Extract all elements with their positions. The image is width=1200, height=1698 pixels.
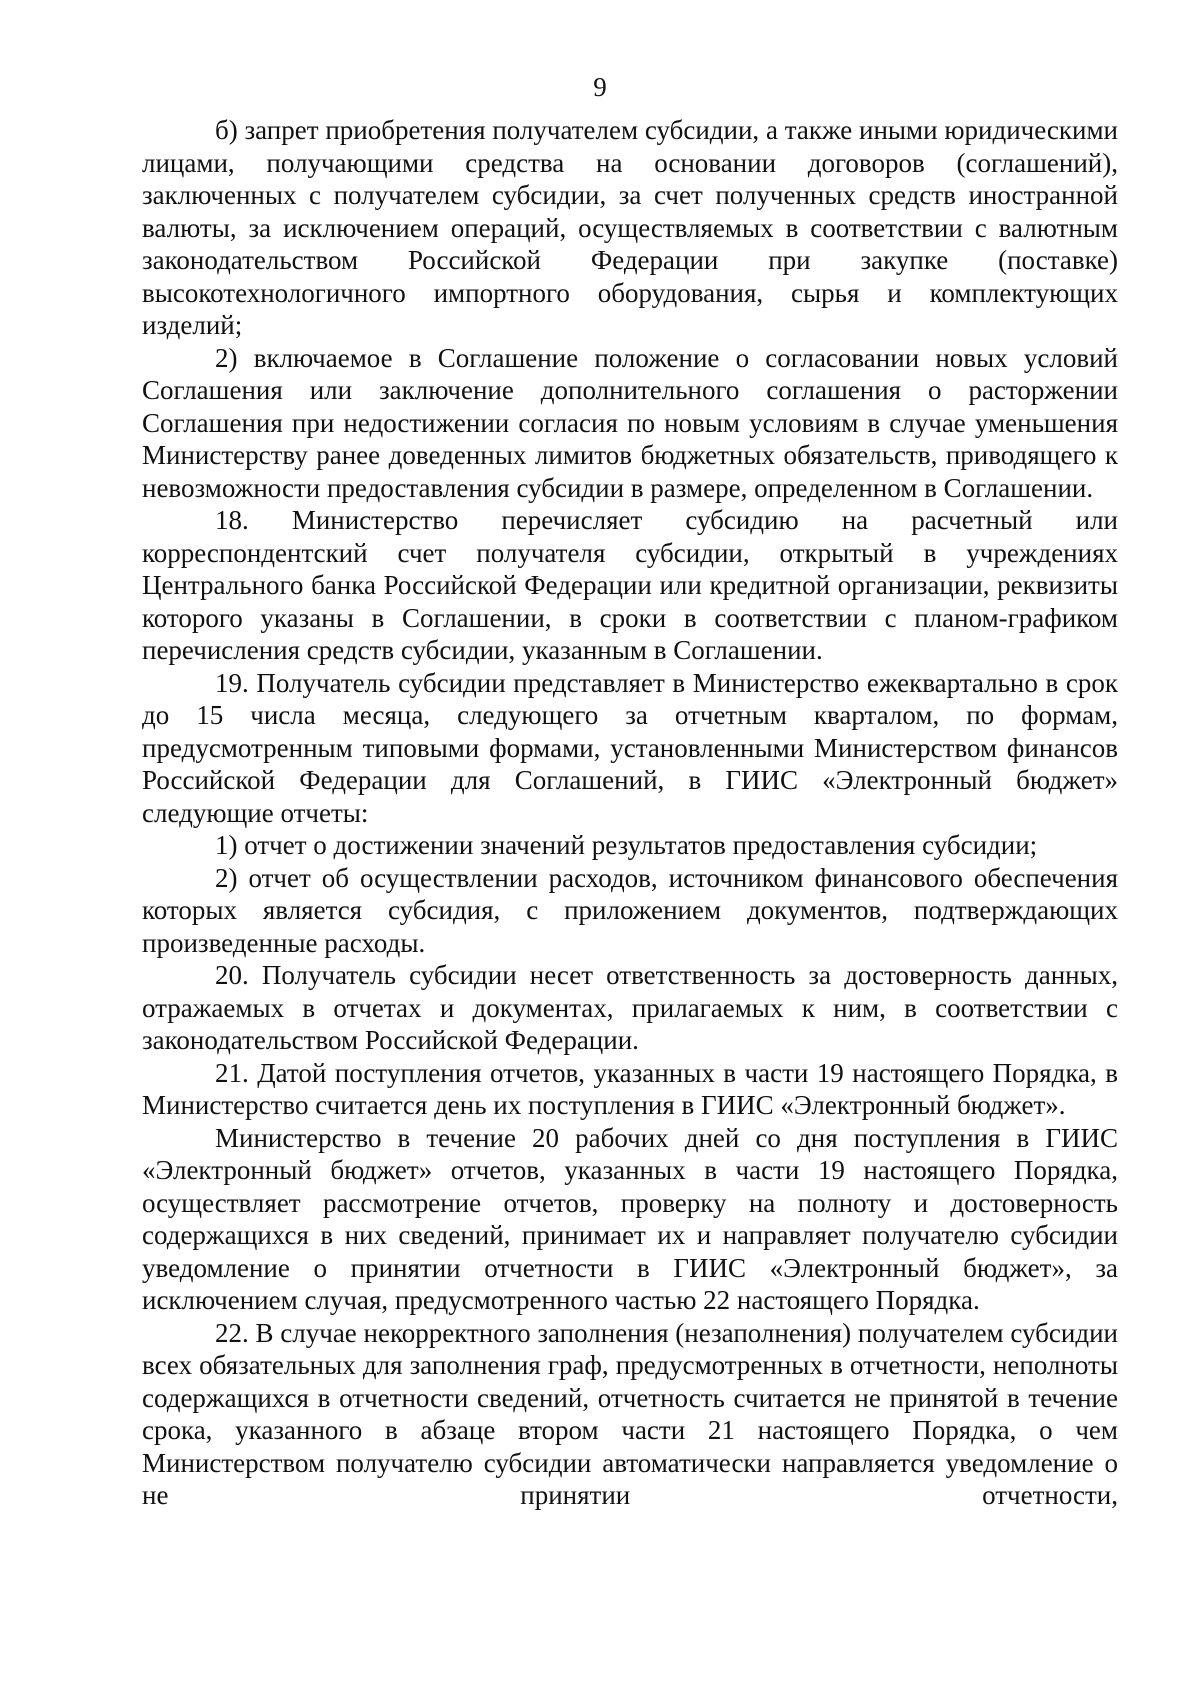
paragraph-19-report-2: 2) отчет об осуществлении расходов, источником финансового обеспечения которых является субсидия, с приложением документов, подтверждающих произведенные расходы. (142, 862, 1118, 958)
page-number: 9 (593, 72, 607, 102)
document-body (142, 114, 1118, 1512)
paragraph-2-agreement-terms: 2) включаемое в Соглашение положение о согласовании новых условий Соглашения или заключение дополнительного соглашения о расторжении Соглашения при недостижении согласия по новым условиям в случае уменьшения Министерству ранее доведенных лимитов бюджетных обязательств, приводящего к невозможности предоставления субсидии в размере, определенном в Соглашении. (142, 342, 1118, 503)
paragraph-b-currency-ban: б) запрет приобретения получателем субсидии, а также иными юридическими лицами, получающими средства на основании договоров (соглашений), заключенных с получателем субсидии, за счет полученных средств иностранной валюты, за исключением операций, осуществляемых в соответствии с валютным законодательством Российской Федерации при закупке (поставке) высокотехнологичного импортного оборудования, сырья и комплектующих изделий; (142, 115, 1118, 340)
paragraph-18-transfer: 18. Министерство перечисляет субсидию на расчетный или корреспондентский счет получателя субсидии, открытый в учреждениях Центрального банка Российской Федерации или кредитной организации, реквизиты которого указаны в Соглашении, в сроки в соответствии с планом-графиком перечисления средств субсидии, указанным в Соглашении. (142, 505, 1118, 665)
paragraph-21-receipt-date: 21. Датой поступления отчетов, указанных в части 19 настоящего Порядка, в Министерство считается день их поступления в ГИИС «Электронный бюджет». (142, 1057, 1118, 1120)
paragraph-20-responsibility: 20. Получатель субсидии несет ответственность за достоверность данных, отражаемых в отчетах и документах, прилагаемых к ним, в соответствии с законодательством Российской Федерации. (142, 960, 1118, 1055)
paragraph-19-reports: 19. Получатель субсидии представляет в Министерство ежеквартально в срок до 15 числа месяца, следующего за отчетным кварталом, по формам, предусмотренным типовыми формами, установленными Министерством финансов Российской Федерации для Соглашений, в ГИИС «Электронный бюджет» следующие отчеты: (142, 667, 1118, 828)
paragraph-19-report-1: 1) отчет о достижении значений результатов предоставления субсидии; (215, 830, 1038, 860)
paragraph-21-review: Министерство в течение 20 рабочих дней со дня поступления в ГИИС «Электронный бюджет» отчетов, указанных в части 19 настоящего Порядка, осуществляет рассмотрение отчетов, проверку на полноту и достоверность содержащихся в них сведений, принимает их и направляет получателю субсидии уведомление о принятии отчетности в ГИИС «Электронный бюджет», за исключением случая, предусмотренного частью 22 настоящего Порядка. (142, 1122, 1118, 1315)
paragraph-22-incorrect-filling: 22. В случае некорректного заполнения (незаполнения) получателем субсидии всех обязательных для заполнения граф, предусмотренных в отчетности, неполноты содержащихся в отчетности сведений, отчетность считается не принятой в течение срока, указанного в абзаце втором части 21 настоящего Порядка, о чем Министерством получателю субсидии автоматически направляется уведомление о не принятии отчетности, (142, 1317, 1118, 1510)
